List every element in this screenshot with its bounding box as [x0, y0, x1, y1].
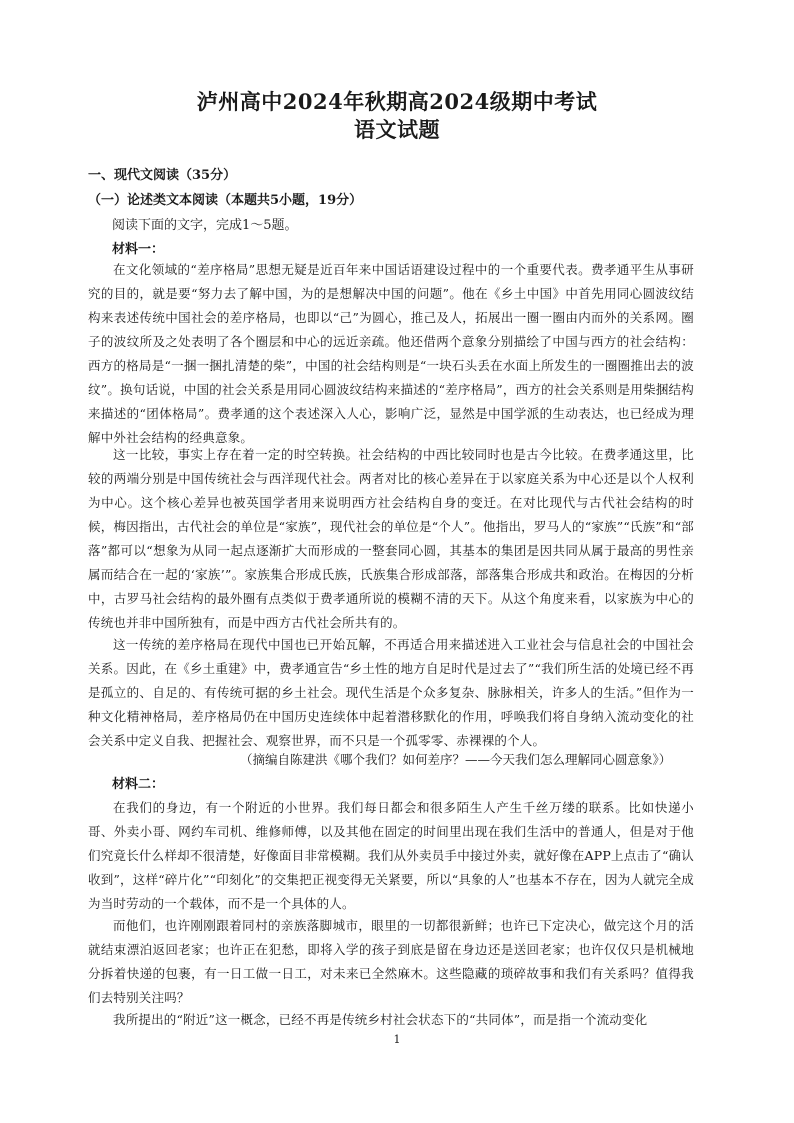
material-one-label: 材料一： — [112, 242, 165, 257]
exam-title: 泸州高中2024年秋期高2024级期中考试 — [196, 89, 598, 114]
material-one-source: （摘编自陈建洪《哪个我们？如何差序？——今天我们怎么理解同心圆意象》） — [240, 752, 672, 767]
material-two-paragraph: 在我们的身边，有一个附近的小世界。我们每日都会和很多陌生人产生千丝万缕的联系。比如快递小哥、外卖小哥、网约车司机、维修师傅，以及其他在固定的时间里出现在我们生活中的普通人，但是对于他们究竟长什么样却不很清楚，好像面目非常模糊。我们从外卖员手中接过外卖，就好像在APP上点击了“确认收到”，这样“碎片化”“印刻化”的交集把正视变得无关紧要，所以“具象的人”也基本不存在，因为人就完全成为当时劳动的一个载体，而不是一个具体的人。 — [88, 800, 694, 911]
sub-section-heading: （一）论述类文本阅读（本题共5小题，19分） — [88, 193, 363, 208]
exam-subject-title: 语文试题 — [354, 117, 440, 142]
material-one-paragraph: 这一比较，事实上存在着一定的时空转换。社会结构的中西比较同时也是古今比较。在费孝通这里，比较的两端分别是中国传统社会与西洋现代社会。两者对比的核心差异在于以家庭关系为中心还是以个人权利为中心。这个核心差异也被英国学者用来说明西方社会结构自身的变迁。在对比现代与古代社会结构的时候，梅因指出，古代社会的单位是“家族”，现代社会的单位是“个人”。他指出，罗马人的“家族”“氏族”和“部落”都可以“想象为从同一起点逐渐扩大而形成的一整套同心圆，其基本的集团是因共同从属于最高的男性亲属而结合在一起的‘家族’”。家族集合形成氏族，氏族集合形成部落，部落集合形成共和政治。在梅因的分析中，古罗马社会结构的最外圈有点类似于费孝通所说的模糊不清的天下。从这个角度来看，以家族为中心的传统也并非中国所独有，而是中西方古代社会所共有的。 — [88, 447, 694, 630]
material-two-label: 材料二： — [112, 777, 165, 792]
material-two-paragraph: 我所提出的“附近”这一概念，已经不再是传统乡村社会状态下的“共同体”，而是指一个流动变化 — [113, 1012, 648, 1027]
material-one-paragraph: 这一传统的差序格局在现代中国也已开始瓦解，不再适合用来描述进入工业社会与信息社会的中国社会关系。因此，在《乡土重建》中，费孝通宣告“乡土性的地方自足时代是过去了”“我们所生活的处境已经不再是孤立的、自足的、有传统可据的乡土社会。现代生活是个众多复杂、脉脉相关，许多人的生活。”但作为一种文化精神格局，差序格局仍在中国历史连续体中起着潜移默化的作用，呼唤我们将自身纳入流动变化的社会关系中定义自我、把握社会、观察世界，而不只是一个孤零零、赤裸裸的个人。 — [88, 637, 694, 748]
material-two-paragraph: 而他们，也许刚刚跟着同村的亲族落脚城市，眼里的一切都很新鲜；也许已下定决心，做完这个月的活就结束漂泊返回老家；也许正在犯愁，即将入学的孩子到底是留在身边还是送回老家；也许仅仅只是机械地分拆着快递的包裹，有一日工做一日工，对未来已全然麻木。这些隐藏的琐碎故事和我们有关系吗？值得我们去特别关注吗？ — [88, 918, 694, 1005]
reading-instruction: 阅读下面的文字，完成1～5题。 — [112, 218, 298, 233]
page-number: 1 — [393, 1033, 401, 1046]
material-one-paragraph: 在文化领域的“差序格局”思想无疑是近百年来中国话语建设过程中的一个重要代表。费孝通平生从事研究的目的，就是要“努力去了解中国，为的是想解决中国的问题”。他在《乡土中国》中首先用同心圆波纹结构来表述传统中国社会的差序格局，也即以“己”为圆心，推己及人，拓展出一圈一圈由内而外的关系网。圈子的波纹所及之处表明了各个圈层和中心的远近亲疏。他还借两个意象分别描绘了中国与西方的社会结构：西方的格局是“一捆一捆扎清楚的柴”，中国的社会结构则是“一块石头丢在水面上所发生的一圈圈推出去的波纹”。换句话说，中国的社会关系是用同心圆波纹结构来描述的“差序格局”，西方的社会关系则是用柴捆结构来描述的“团体格局”。费孝通的这个表述深入人心，影响广泛，显然是中国学派的生动表达，也已经成为理解中外社会结构的经典意象。 — [88, 262, 694, 445]
section-heading: 一、现代文阅读（35分） — [88, 168, 237, 183]
